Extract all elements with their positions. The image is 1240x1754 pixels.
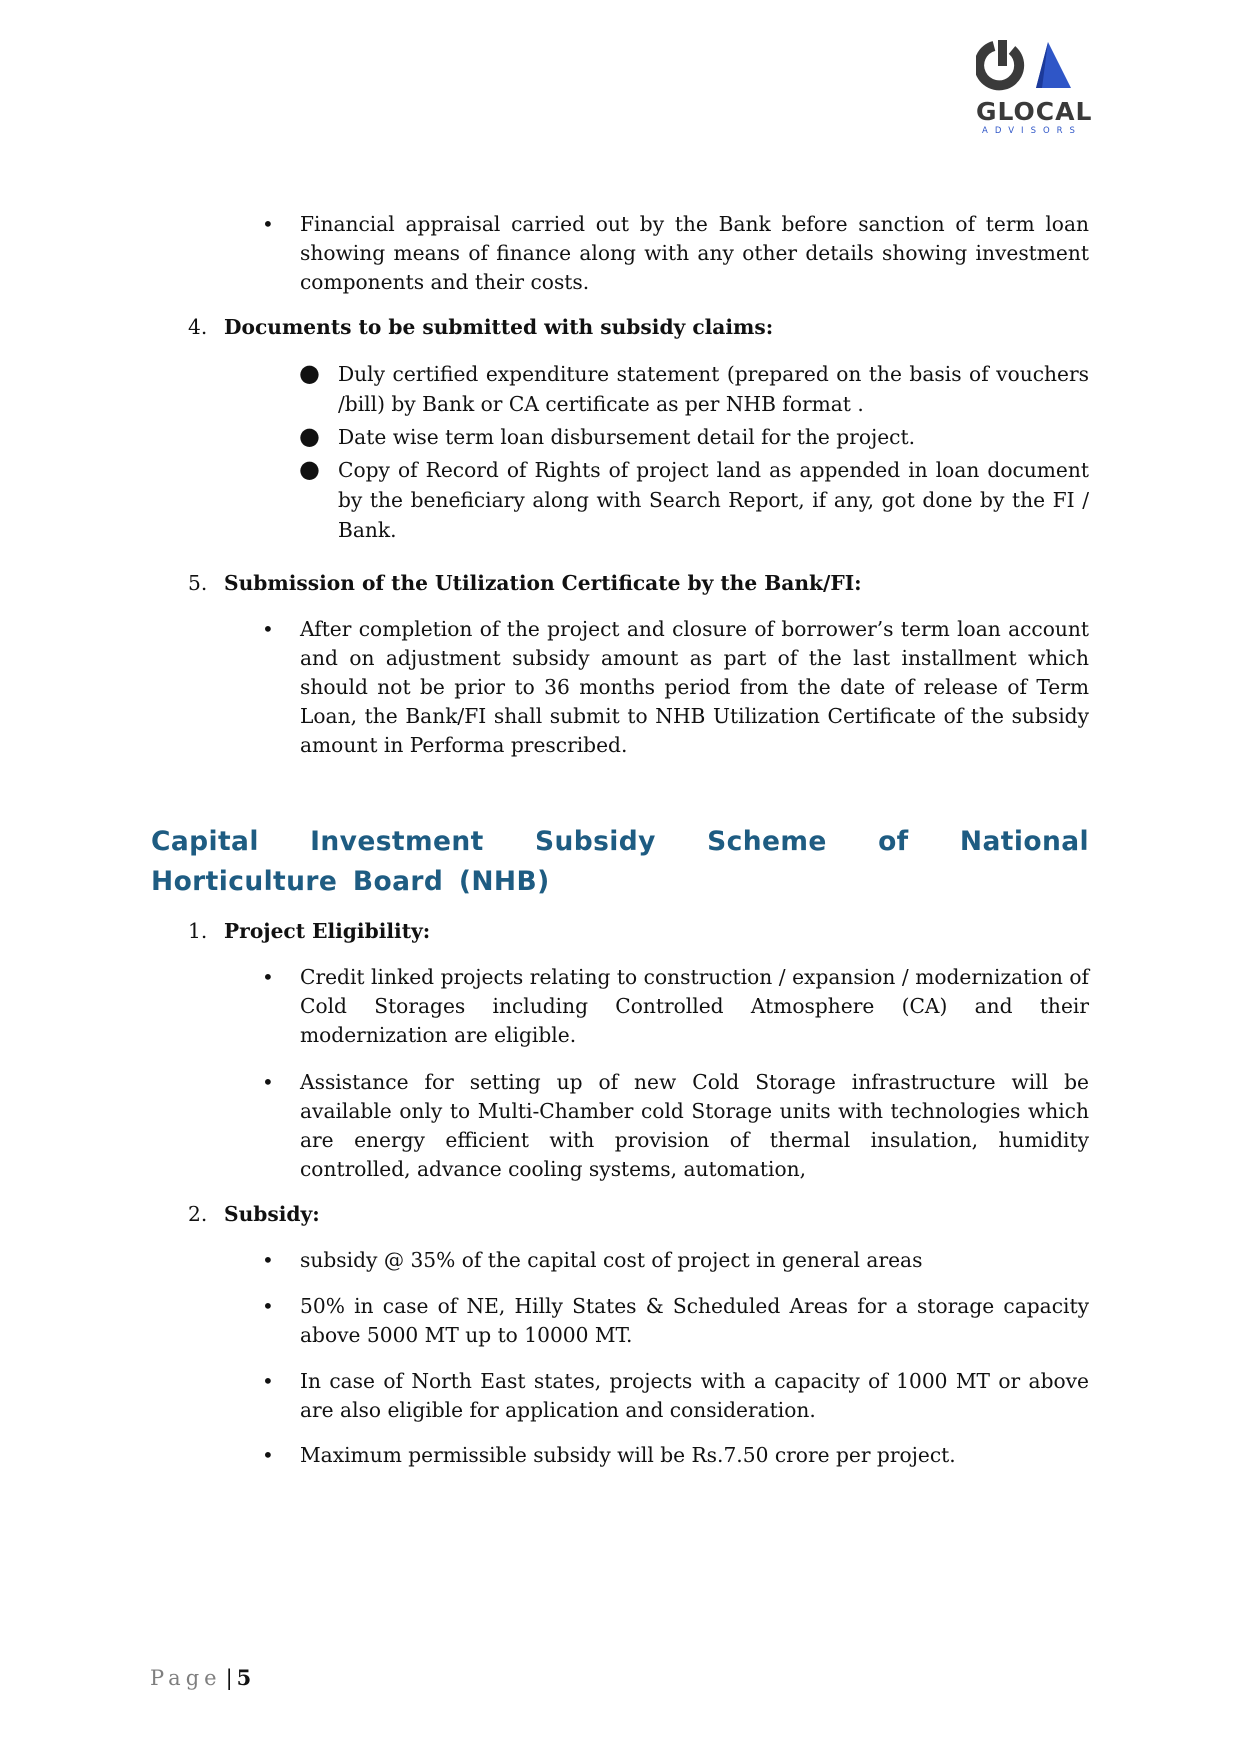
bullet-text: Financial appraisal carried out by the Bank before sanction of term loan showing means of finance along with any other details showing investment components and their costs.	[300, 212, 1089, 294]
bullet-text: Date wise term loan disbursement detail for the project.	[338, 425, 916, 449]
item-number: 5.	[188, 571, 208, 595]
item-heading: Subsidy:	[224, 1202, 320, 1226]
bullet-icon: •	[262, 212, 274, 236]
bullet-text: Copy of Record of Rights of project land as appended in loan document by the beneficiary along with Search Report, if any, got done by the FI / Bank.	[338, 458, 1089, 542]
bullet-text: 50% in case of NE, Hilly States & Scheduled Areas for a storage capacity above 5000 MT up to 10000 MT.	[300, 1294, 1089, 1347]
bullet-icon: ●	[299, 455, 320, 483]
bullet-text: Assistance for setting up of new Cold Storage infrastructure will be available only to Multi-Chamber cold Storage units with technologies which are energy efficient with provision of thermal insulation, humidity controlled, advance cooling systems, automation,	[300, 1070, 1089, 1181]
item-number: 2.	[188, 1202, 208, 1226]
bullet-icon: •	[262, 1070, 274, 1094]
logo-mark-icon	[976, 38, 1088, 98]
bullet-icon: •	[262, 1443, 274, 1467]
bullet-text: Credit linked projects relating to construction / expansion / modernization of Cold Storages including Controlled Atmosphere (CA) and their modernization are eligible.	[300, 965, 1089, 1047]
item-heading: Project Eligibility:	[224, 919, 431, 943]
section-heading: Capital Investment Subsidy Scheme of National Horticulture Board (NHB)	[151, 826, 1089, 897]
bullet-icon: ●	[299, 359, 320, 387]
logo-subtitle: ADVISORS	[982, 126, 1082, 136]
bullet-icon: ●	[299, 422, 320, 450]
bullet-text: Maximum permissible subsidy will be Rs.7.50 crore per project.	[300, 1443, 956, 1467]
item-number: 1.	[188, 919, 208, 943]
logo-wordmark: GLOCAL	[976, 97, 1093, 126]
bullet-text: Duly certified expenditure statement (prepared on the basis of vouchers /bill) by Bank or CA certificate as per NHB format .	[338, 362, 1089, 416]
bullet-icon: •	[262, 617, 274, 641]
page-separator: |	[225, 1666, 233, 1690]
item-number: 4.	[188, 315, 208, 339]
glocal-advisors-logo	[976, 38, 1093, 138]
bullet-icon: •	[262, 965, 274, 989]
bullet-icon: •	[262, 1294, 274, 1318]
bullet-text: subsidy @ 35% of the capital cost of project in general areas	[300, 1248, 923, 1272]
page-word: Page	[150, 1666, 222, 1690]
page-number: 5	[236, 1665, 252, 1690]
bullet-icon: •	[262, 1369, 274, 1393]
bullet-text: In case of North East states, projects with a capacity of 1000 MT or above are also eligible for application and consideration.	[300, 1369, 1089, 1422]
item-heading: Documents to be submitted with subsidy claims:	[224, 315, 774, 339]
page-footer	[150, 1664, 251, 1692]
item-heading: Submission of the Utilization Certificate by the Bank/FI:	[224, 571, 862, 595]
bullet-text: After completion of the project and closure of borrower’s term loan account and on adjustment subsidy amount as part of the last installment which should not be prior to 36 months period from the date of release of Term Loan, the Bank/FI shall submit to NHB Utilization Certificate of the subsidy amount in Performa prescribed.	[300, 617, 1089, 757]
bullet-icon: •	[262, 1248, 274, 1272]
